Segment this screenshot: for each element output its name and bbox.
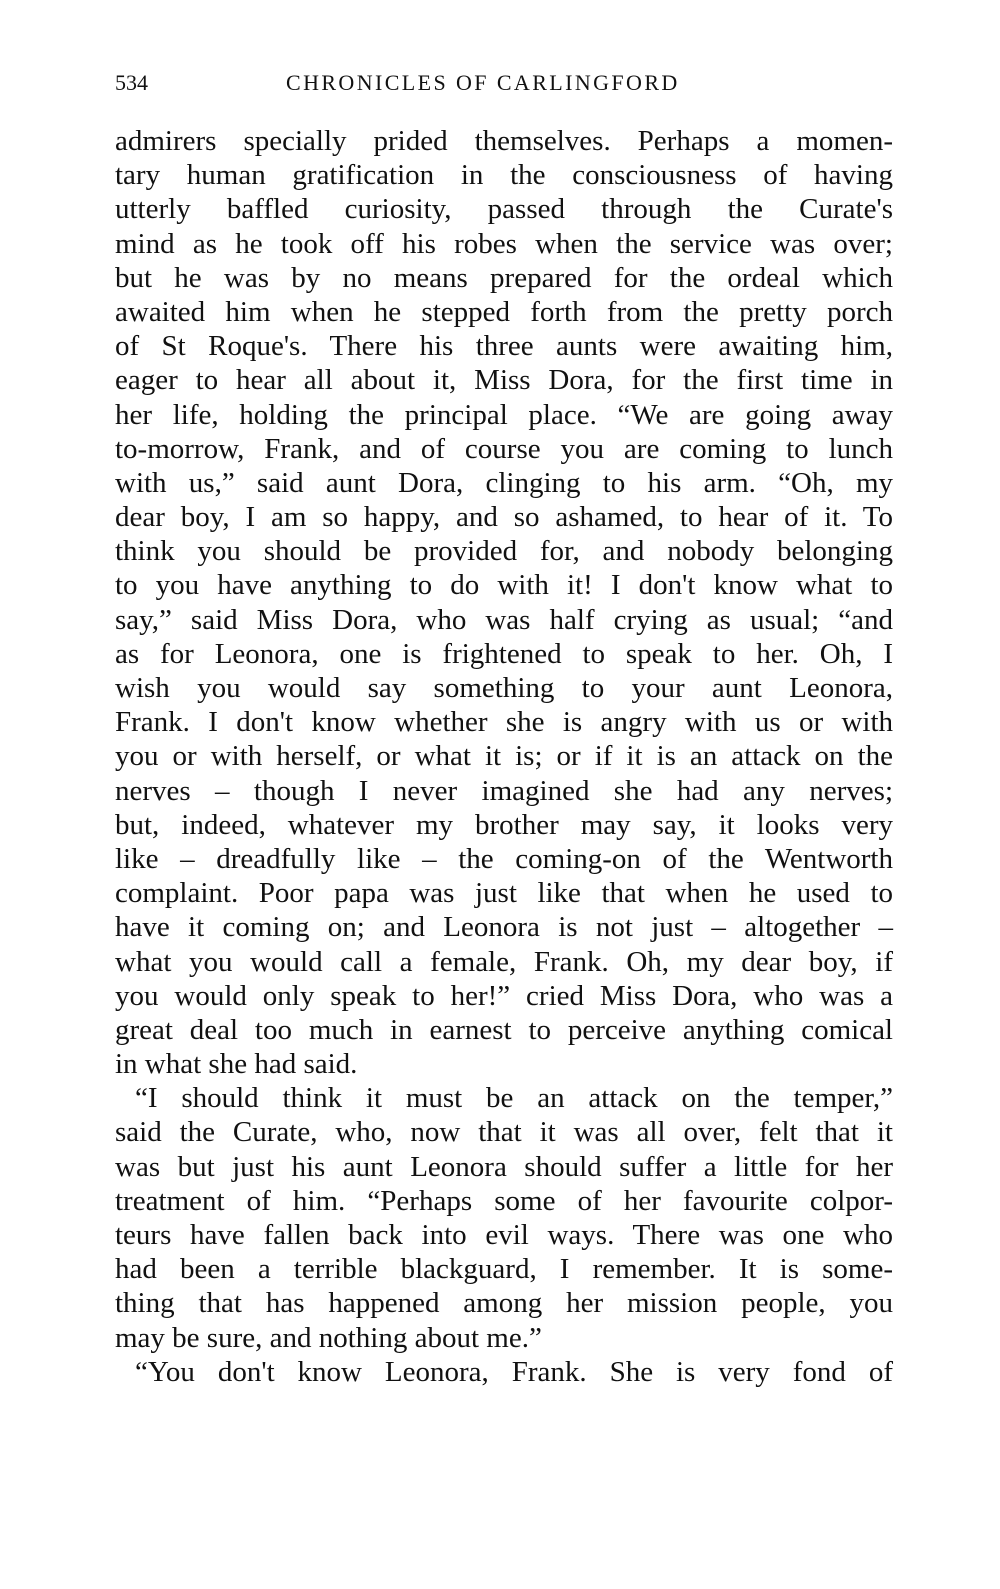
text-line: like – dreadfully like – the coming-on of the Wentworth	[115, 842, 893, 875]
running-head	[115, 66, 895, 100]
text-line: but, indeed, whatever my brother may say, it looks very	[115, 808, 893, 841]
text-line: was but just his aunt Leonora should suffer a little for her	[115, 1150, 893, 1183]
text-line: said the Curate, who, now that it was all over, felt that it	[115, 1116, 893, 1149]
text-line: Frank. I don't know whether she is angry with us or with	[115, 706, 893, 739]
text-line: awaited him when he stepped forth from the pretty porch	[115, 295, 893, 328]
text-line: to-morrow, Frank, and of course you are coming to lunch	[115, 432, 893, 465]
text-line: thing that has happened among her mission people, you	[115, 1287, 893, 1320]
text-line: dear boy, I am so happy, and so ashamed, to hear of it. To	[115, 501, 893, 534]
text-line: you or with herself, or what it is; or if it is an attack on the	[115, 740, 893, 773]
running-title: CHRONICLES OF CARLINGFORD	[286, 70, 680, 95]
text-line: complaint. Poor papa was just like that when he used to	[115, 877, 893, 910]
body-text	[115, 124, 893, 1389]
text-line: had been a terrible blackguard, I remember. It is some-	[115, 1253, 893, 1286]
page-number: 534	[115, 70, 148, 95]
text-line: have it coming on; and Leonora is not just – altogether –	[115, 911, 893, 944]
text-line: say,” said Miss Dora, who was half crying as usual; “and	[115, 603, 893, 636]
text-line: of St Roque's. There his three aunts were awaiting him,	[115, 330, 893, 363]
text-line: admirers specially prided themselves. Perhaps a momen-	[115, 125, 893, 157]
text-line: in what she had said.	[115, 1048, 358, 1081]
text-line: but he was by no means prepared for the ordeal which	[115, 261, 893, 294]
text-line: her life, holding the principal place. “We are going away	[115, 398, 893, 431]
text-line: treatment of him. “Perhaps some of her favourite colpor-	[115, 1184, 893, 1217]
text-line: you would only speak to her!” cried Miss Dora, who was a	[115, 979, 893, 1012]
text-line: may be sure, and nothing about me.”	[115, 1321, 542, 1354]
text-line: eager to hear all about it, Miss Dora, for the first time in	[115, 364, 893, 397]
text-line: “I should think it must be an attack on the temper,”	[135, 1082, 893, 1115]
text-line: think you should be provided for, and nobody belonging	[115, 535, 893, 568]
text-line: as for Leonora, one is frightened to speak to her. Oh, I	[115, 637, 893, 670]
text-line: great deal too much in earnest to perceive anything comical	[115, 1013, 893, 1046]
text-line: “You don't know Leonora, Frank. She is very fond of	[135, 1355, 893, 1388]
text-line: tary human gratification in the consciousness of having	[115, 159, 893, 192]
text-line: mind as he took off his robes when the service was over;	[115, 227, 893, 260]
text-line: teurs have fallen back into evil ways. There was one who	[115, 1219, 893, 1251]
text-line: with us,” said aunt Dora, clinging to his arm. “Oh, my	[115, 466, 893, 499]
text-line: to you have anything to do with it! I don't know what to	[115, 569, 893, 602]
text-line: what you would call a female, Frank. Oh, my dear boy, if	[115, 945, 893, 978]
text-line: utterly baffled curiosity, passed through the Curate's	[115, 193, 893, 226]
text-line: nerves – though I never imagined she had any nerves;	[115, 774, 893, 807]
text-line: wish you would say something to your aunt Leonora,	[115, 672, 893, 704]
